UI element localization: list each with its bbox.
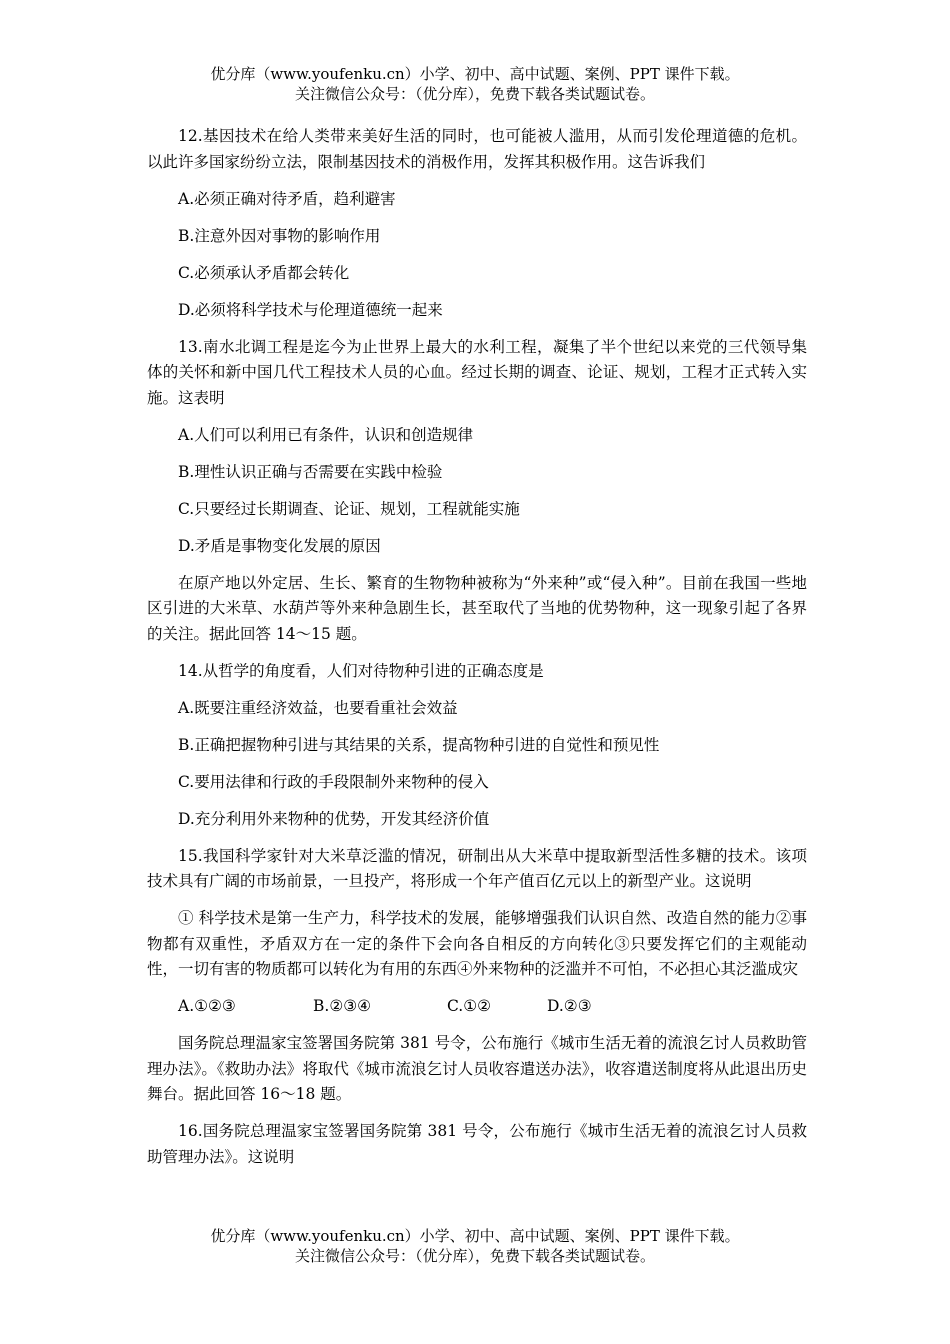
question-12-option-d: D.必须将科学技术与伦理道德统一起来 <box>178 300 443 319</box>
material-14-15: 在原产地以外定居、生长、繁育的生物物种被称为“外来种”或“侵入种”。目前在我国一些地区引进的大米草、水葫芦等外来种急剧生长，甚至取代了当地的优势物种，这一现象引起了各界的关注。据此回答 14～15 题。 <box>147 573 807 643</box>
question-14-option-a: A.既要注重经济效益，也要看重社会效益 <box>178 698 458 717</box>
question-13-option-d: D.矛盾是事物变化发展的原因 <box>178 536 381 555</box>
question-15-stem: 15.我国科学家针对大米草泛滥的情况，研制出从大米草中提取新型活性多糖的技术。该项技术具有广阔的市场前景，一旦投产，将形成一个年产值百亿元以上的新型产业。这说明 <box>147 846 807 890</box>
question-14-option-c: C.要用法律和行政的手段限制外来物种的侵入 <box>178 772 489 791</box>
question-13-option-b: B.理性认识正确与否需要在实践中检验 <box>178 462 443 481</box>
question-15-option-c: C.①② <box>447 997 492 1015</box>
page-footer <box>0 1226 950 1266</box>
question-12 <box>147 124 807 323</box>
question-13-option-a: A.人们可以利用已有条件，认识和创造规律 <box>178 425 474 444</box>
header-line-2: 关注微信公众号：（优分库），免费下载各类试题试卷。 <box>294 85 655 103</box>
question-12-stem: 12.基因技术在给人类带来美好生活的同时，也可能被人滥用，从而引发伦理道德的危机。以此许多国家纷纷立法，限制基因技术的消极作用，发挥其积极作用。这告诉我们 <box>147 127 807 171</box>
header-line-1: 优分库（www.youfenku.cn）小学、初中、高中试题、案例、PPT 课件下载。 <box>210 65 740 83</box>
question-12-option-a: A.必须正确对待矛盾，趋利避害 <box>178 189 396 208</box>
question-16-stem: 16.国务院总理温家宝签署国务院第 381 号令，公布施行《城市生活无着的流浪乞讨人员救助管理办法》。这说明 <box>147 1122 807 1166</box>
material-16-18: 国务院总理温家宝签署国务院第 381 号令，公布施行《城市生活无着的流浪乞讨人员救助管理办法》。《救助办法》将取代《城市流浪乞讨人员收容遣送办法》，收容遣送制度将从此退出历史舞台。据此回答 16～18 题。 <box>147 1034 807 1103</box>
question-16 <box>147 1119 807 1170</box>
footer-line-1: 优分库（www.youfenku.cn）小学、初中、高中试题、案例、PPT 课件下载。 <box>210 1227 740 1245</box>
question-13 <box>147 335 807 560</box>
question-14-option-b: B.正确把握物种引进与其结果的关系，提高物种引进的自觉性和预见性 <box>178 735 660 754</box>
question-14-option-d: D.充分利用外来物种的优势，开发其经济价值 <box>178 809 490 828</box>
document-body <box>147 124 807 1182</box>
question-15-option-b: B.②③④ <box>313 997 372 1015</box>
question-13-stem: 13.南水北调工程是迄今为止世界上最大的水利工程，凝集了半个世纪以来党的三代领导集体的关怀和新中国几代工程技术人员的心血。经过长期的调查、论证、规划，工程才正式转入实施。这表明 <box>147 337 807 407</box>
question-15-statements: ① 科学技术是第一生产力，科学技术的发展，能够增强我们认识自然、改造自然的能力②事物都有双重性，矛盾双方在一定的条件下会向各自相反的方向转化③只要发挥它们的主观能动性，一切有害的物质都可以转化为有用的东西④外来物种的泛滥并不可怕，不必担心其泛滥成灾 <box>147 909 807 978</box>
question-15-option-d: D.②③ <box>547 997 592 1015</box>
question-14 <box>147 659 807 833</box>
question-12-option-b: B.注意外因对事物的影响作用 <box>178 226 381 245</box>
question-15-options <box>147 994 807 1020</box>
question-15 <box>147 844 807 1020</box>
question-13-option-c: C.只要经过长期调查、论证、规划，工程就能实施 <box>178 499 520 518</box>
page-header <box>0 64 950 104</box>
question-15-option-a: A.①②③ <box>178 997 236 1015</box>
footer-line-2: 关注微信公众号：（优分库），免费下载各类试题试卷。 <box>294 1247 655 1265</box>
question-12-option-c: C.必须承认矛盾都会转化 <box>178 263 350 282</box>
question-14-stem: 14.从哲学的角度看，人们对待物种引进的正确态度是 <box>178 661 544 680</box>
